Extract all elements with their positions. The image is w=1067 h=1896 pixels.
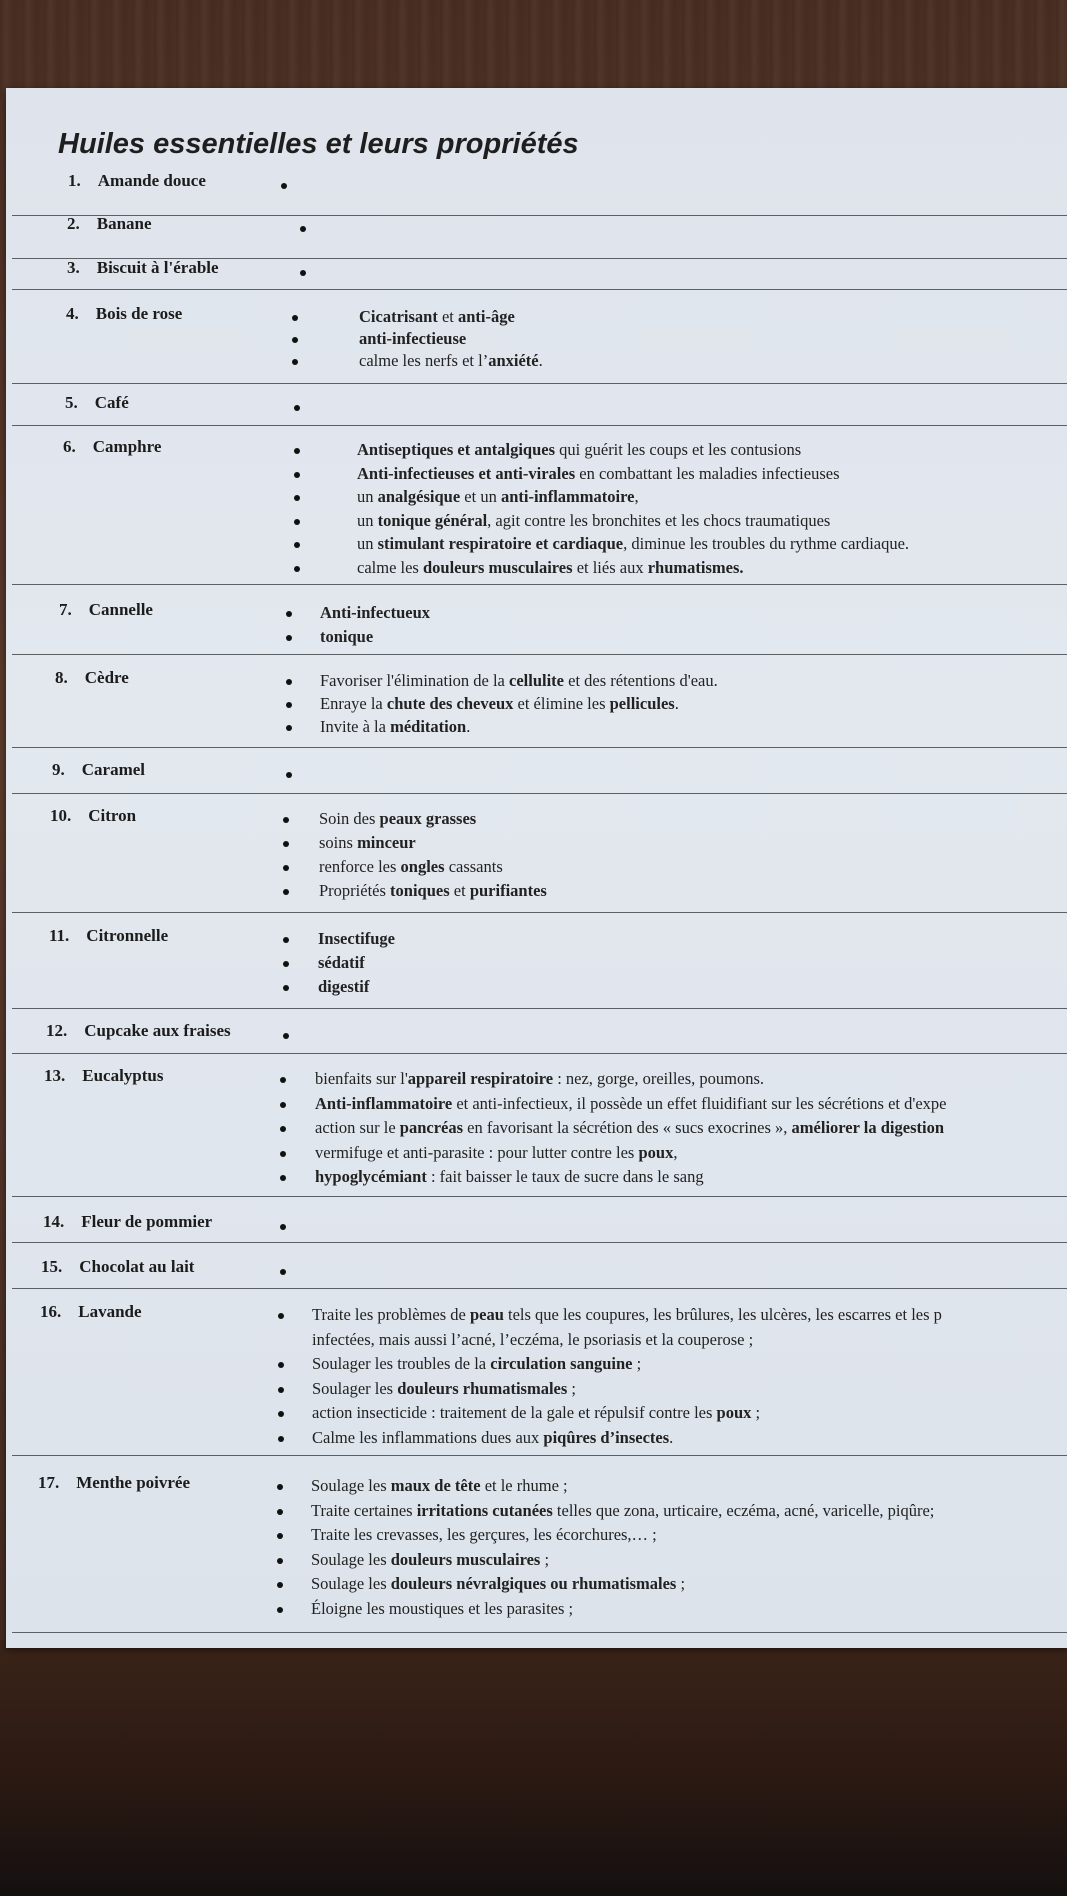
- bullet-icon: [294, 448, 300, 454]
- bullet-icon: [294, 542, 300, 548]
- bullet-icon: [280, 1126, 286, 1132]
- property-text: Traite les crevasses, les gerçures, les écorchures,… ;: [311, 1525, 657, 1544]
- oil-name: 17. Menthe poivrée: [38, 1473, 191, 1492]
- bullet-icon: [281, 183, 287, 189]
- row-divider: [12, 912, 1067, 913]
- bullet-icon: [280, 1175, 286, 1181]
- property-text: soins minceur: [319, 833, 416, 852]
- bullet-icon: [278, 1313, 284, 1319]
- property-text: anti-infectieuse: [359, 329, 467, 348]
- bullet-icon: [280, 1224, 286, 1230]
- property-text: Traite certaines irritations cutanées telles que zona, urticaire, eczéma, acné, varicelle, piqûre;: [311, 1500, 935, 1520]
- bullet-icon: [286, 635, 292, 641]
- row-divider: [12, 793, 1067, 794]
- property-text: vermifuge et anti-parasite : pour lutter contre les poux,: [315, 1142, 678, 1162]
- property-text: renforce les ongles cassants: [319, 857, 503, 876]
- bullet-icon: [286, 725, 292, 731]
- oil-name: 11. Citronnelle: [49, 926, 169, 945]
- oil-name: 12. Cupcake aux fraises: [46, 1021, 231, 1040]
- row-divider: [12, 1196, 1067, 1197]
- bullet-icon: [283, 961, 289, 967]
- oil-name: 8. Cèdre: [55, 668, 129, 687]
- property-text: Anti-infectueux: [320, 603, 430, 622]
- document-title: Huiles essentielles et leurs propriétés: [58, 128, 579, 160]
- bullet-icon: [278, 1362, 284, 1368]
- bullet-icon: [283, 937, 289, 943]
- bullet-icon: [283, 865, 289, 871]
- property-text: calme les douleurs musculaires et liés aux rhumatismes.: [357, 557, 744, 577]
- bullet-icon: [300, 226, 306, 232]
- oil-name: 1. Amande douce: [68, 171, 206, 190]
- property-text: Invite à la méditation.: [320, 717, 471, 736]
- bullet-icon: [292, 359, 298, 365]
- property-text: calme les nerfs et l’anxiété.: [359, 351, 543, 370]
- property-text: infectées, mais aussi l’acné, l’eczéma, le psoriasis et la couperose ;: [312, 1329, 754, 1349]
- bullet-icon: [283, 1033, 289, 1039]
- row-divider: [12, 1288, 1067, 1289]
- bullet-icon: [280, 1269, 286, 1275]
- oil-name: 16. Lavande: [40, 1302, 142, 1321]
- property-text: bienfaits sur l'appareil respiratoire : nez, gorge, oreilles, poumons.: [315, 1069, 765, 1088]
- property-text: Insectifuge: [318, 929, 395, 948]
- oil-name: 5. Café: [65, 393, 129, 412]
- property-text: digestif: [318, 977, 370, 996]
- property-text: Anti-infectieuses et anti-virales en combattant les maladies infectieuses: [357, 463, 840, 483]
- property-text: Enraye la chute des cheveux et élimine les pellicules.: [320, 694, 679, 713]
- oil-name: 9. Caramel: [52, 760, 146, 779]
- row-divider: [12, 383, 1067, 384]
- oil-name: 10. Citron: [50, 806, 137, 825]
- bullet-icon: [294, 405, 300, 411]
- property-text: Éloigne les moustiques et les parasites ;: [311, 1598, 574, 1618]
- property-text: Traite les problèmes de peau tels que les coupures, les brûlures, les ulcères, les escarres et les p: [312, 1305, 942, 1324]
- property-text: sédatif: [318, 953, 365, 972]
- bullet-icon: [277, 1582, 283, 1588]
- property-text: un analgésique et un anti-inflammatoire,: [357, 487, 639, 506]
- row-divider: [12, 1053, 1067, 1054]
- bullet-icon: [294, 566, 300, 572]
- bullet-icon: [294, 472, 300, 478]
- bullet-icon: [292, 337, 298, 343]
- property-text: Soulage les douleurs musculaires ;: [311, 1549, 550, 1569]
- row-divider: [12, 1632, 1067, 1633]
- bullet-icon: [294, 519, 300, 525]
- bullet-icon: [277, 1509, 283, 1515]
- bullet-icon: [283, 985, 289, 991]
- bullet-icon: [283, 889, 289, 895]
- oil-name: 4. Bois de rose: [66, 304, 183, 323]
- bullet-icon: [286, 702, 292, 708]
- bullet-icon: [294, 495, 300, 501]
- bullet-icon: [300, 270, 306, 276]
- row-divider: [12, 747, 1067, 748]
- bullet-icon: [292, 315, 298, 321]
- bullet-icon: [286, 611, 292, 617]
- bullet-icon: [277, 1558, 283, 1564]
- property-text: Calme les inflammations dues aux piqûres d’insectes.: [312, 1427, 674, 1447]
- property-text: Soulage les douleurs névralgiques ou rhumatismales ;: [311, 1574, 686, 1593]
- oil-name: 15. Chocolat au lait: [41, 1257, 195, 1276]
- property-text: Soin des peaux grasses: [319, 809, 477, 828]
- property-text: action insecticide : traitement de la gale et répulsif contre les poux ;: [312, 1403, 761, 1422]
- row-divider: [12, 1008, 1067, 1009]
- bullet-icon: [278, 1436, 284, 1442]
- property-text: tonique: [320, 627, 374, 646]
- row-divider: [12, 1242, 1067, 1243]
- bullet-icon: [277, 1533, 283, 1539]
- bullet-icon: [283, 841, 289, 847]
- row-divider: [12, 654, 1067, 655]
- property-text: Favoriser l'élimination de la cellulite et des rétentions d'eau.: [320, 671, 718, 690]
- property-text: Soulage les maux de tête et le rhume ;: [311, 1476, 568, 1495]
- row-divider: [12, 584, 1067, 585]
- property-text: Propriétés toniques et purifiantes: [319, 881, 547, 900]
- property-text: un tonique général, agit contre les bronchites et les chocs traumatiques: [357, 510, 831, 530]
- property-text: Soulager les troubles de la circulation sanguine ;: [312, 1354, 642, 1373]
- bullet-icon: [283, 817, 289, 823]
- bullet-icon: [278, 1387, 284, 1393]
- floor-background: [0, 1640, 1067, 1896]
- bullet-icon: [278, 1411, 284, 1417]
- row-divider: [12, 215, 1067, 216]
- bullet-icon: [277, 1607, 283, 1613]
- property-text: Soulager les douleurs rhumatismales ;: [312, 1378, 577, 1398]
- bullet-icon: [286, 679, 292, 685]
- row-divider: [12, 1455, 1067, 1456]
- property-text: Antiseptiques et antalgiques qui guérit les coups et les contusions: [357, 440, 802, 459]
- bullet-icon: [277, 1484, 283, 1490]
- bullet-icon: [280, 1102, 286, 1108]
- property-text: Anti-inflammatoire et anti-infectieux, il possède un effet fluidifiant sur les sécrétions et d'expe: [315, 1093, 947, 1113]
- property-text: hypoglycémiant : fait baisser le taux de sucre dans le sang: [315, 1167, 704, 1186]
- bullet-icon: [280, 1151, 286, 1157]
- oil-name: 6. Camphre: [63, 437, 162, 456]
- oil-name: 7. Cannelle: [59, 600, 153, 619]
- property-text: action sur le pancréas en favorisant la sécrétion des « sucs exocrines », améliorer la digestion: [315, 1118, 945, 1137]
- bullet-icon: [286, 772, 292, 778]
- row-divider: [12, 425, 1067, 426]
- oil-name: 2. Banane: [67, 214, 152, 233]
- oil-name: 14. Fleur de pommier: [43, 1212, 213, 1231]
- oil-name: 13. Eucalyptus: [44, 1066, 164, 1085]
- property-text: Cicatrisant et anti-âge: [359, 307, 515, 326]
- bullet-icon: [280, 1077, 286, 1083]
- property-text: un stimulant respiratoire et cardiaque, diminue les troubles du rythme cardiaque.: [357, 534, 910, 553]
- oil-name: 3. Biscuit à l'érable: [67, 258, 219, 277]
- wooden-table: [0, 0, 1067, 100]
- row-divider: [12, 289, 1067, 290]
